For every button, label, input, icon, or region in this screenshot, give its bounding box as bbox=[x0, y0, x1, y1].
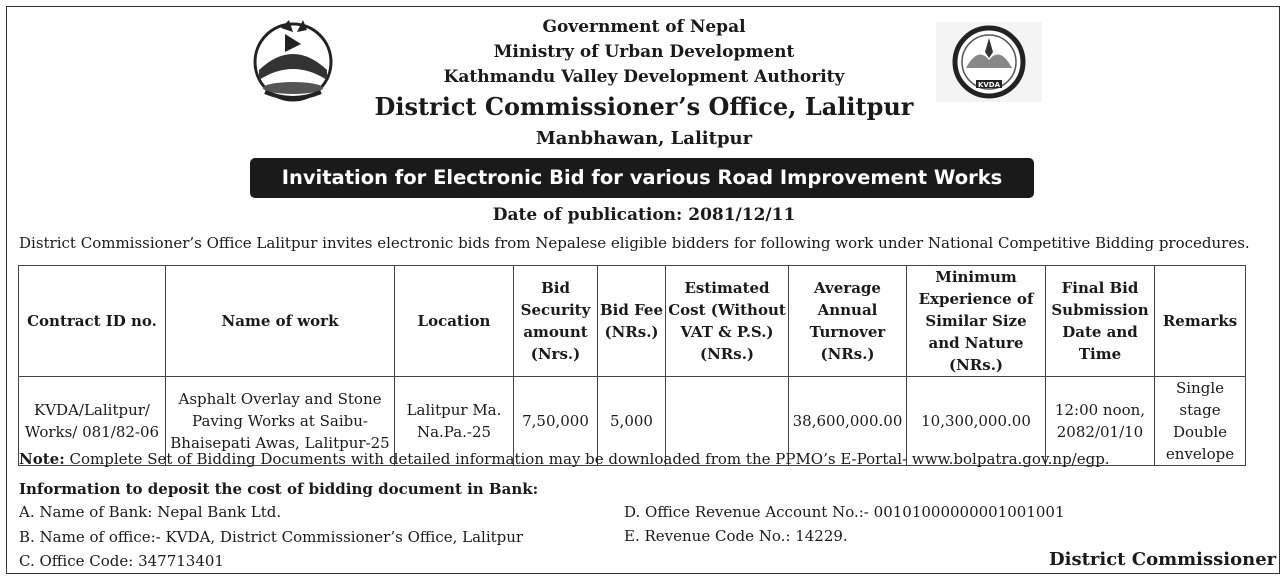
note-label: Note: bbox=[19, 450, 65, 468]
col-submission: Final Bid Submission Date and Time bbox=[1046, 266, 1155, 377]
cell-remarks: Single stage Double envelope bbox=[1155, 377, 1246, 466]
intro-paragraph: District Commissioner’s Office Lalitpur invites electronic bids from Nepalese eligible bidders for following work under National Competitive Bidding procedures. bbox=[19, 234, 1250, 252]
col-experience: Minimum Experience of Similar Size and Nature (NRs.) bbox=[907, 266, 1046, 377]
cell-contract-id: KVDA/Lalitpur/ Works/ 081/82-06 bbox=[19, 377, 166, 466]
header-authority: Kathmandu Valley Development Authority bbox=[443, 67, 845, 87]
bid-table bbox=[18, 265, 1246, 466]
cell-experience: 10,300,000.00 bbox=[907, 377, 1046, 466]
cell-submission: 12:00 noon, 2082/01/10 bbox=[1046, 377, 1155, 466]
col-name-of-work: Name of work bbox=[166, 266, 395, 377]
col-location: Location bbox=[395, 266, 514, 377]
header-address: Manbhawan, Lalitpur bbox=[535, 128, 753, 149]
title-banner: Invitation for Electronic Bid for various Road Improvement Works bbox=[250, 158, 1034, 198]
revenue-code: E. Revenue Code No.: 14229. bbox=[624, 527, 848, 545]
table-header-row bbox=[19, 266, 1246, 377]
cell-location: Lalitpur Ma. Na.Pa.-25 bbox=[395, 377, 514, 466]
publication-date: Date of publication: 2081/12/11 bbox=[492, 205, 796, 225]
cell-name-of-work: Asphalt Overlay and Stone Paving Works at Saibu-Bhaisepati Awas, Lalitpur-25 bbox=[166, 377, 395, 466]
signature-district-commissioner: District Commissioner bbox=[1049, 549, 1277, 570]
office-code: C. Office Code: 347713401 bbox=[19, 552, 224, 570]
office-name: B. Name of office:- KVDA, District Commissioner’s Office, Lalitpur bbox=[19, 528, 524, 546]
col-bid-fee: Bid Fee (NRs.) bbox=[598, 266, 666, 377]
col-bid-security: Bid Security amount (Nrs.) bbox=[514, 266, 598, 377]
header-office: District Commissioner’s Office, Lalitpur bbox=[374, 92, 914, 121]
header-government: Government of Nepal bbox=[542, 17, 746, 37]
cell-bid-security: 7,50,000 bbox=[514, 377, 598, 466]
col-turnover: Average Annual Turnover (NRs.) bbox=[789, 266, 907, 377]
cell-bid-fee: 5,000 bbox=[598, 377, 666, 466]
cell-turnover: 38,600,000.00 bbox=[789, 377, 907, 466]
col-estimated-cost: Estimated Cost (Without VAT & P.S.) (NRs.) bbox=[666, 266, 789, 377]
revenue-account: D. Office Revenue Account No.:- 00101000000001001001 bbox=[624, 503, 1065, 521]
note-line bbox=[19, 450, 1110, 468]
col-remarks: Remarks bbox=[1155, 266, 1246, 377]
kvda-logo-text: KVDA bbox=[977, 81, 1001, 89]
note-text: Complete Set of Bidding Documents with detailed information may be downloaded from the PPMO’s E-Portal- www.bolpatra.gov.np/egp. bbox=[69, 450, 1110, 468]
bank-name: A. Name of Bank: Nepal Bank Ltd. bbox=[19, 503, 282, 521]
col-contract-id: Contract ID no. bbox=[19, 266, 166, 377]
bank-info-heading: Information to deposit the cost of bidding document in Bank: bbox=[19, 480, 539, 498]
header-ministry: Ministry of Urban Development bbox=[493, 42, 795, 62]
